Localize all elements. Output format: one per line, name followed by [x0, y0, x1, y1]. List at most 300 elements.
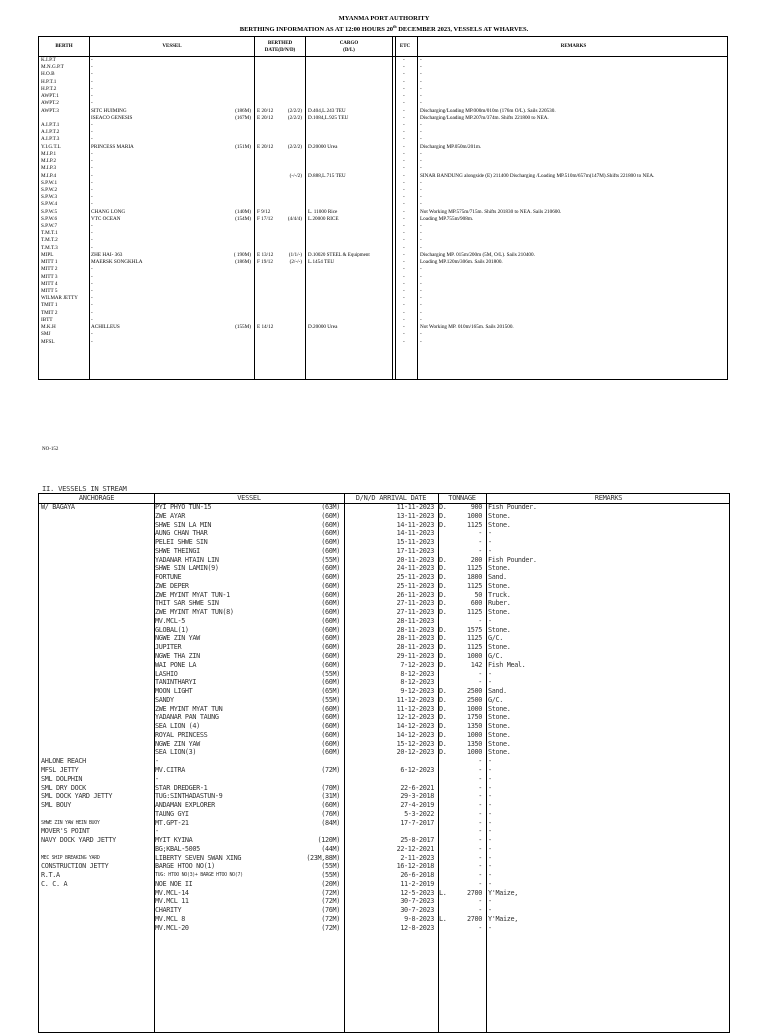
tonnage-cell: 1000 [467, 748, 482, 757]
vessel-cell: NGWE THA ZIN [155, 652, 200, 661]
tonnage-cell: 1125 [467, 520, 482, 529]
etc-cell: - [403, 57, 405, 63]
vessel-cell: ROYAL PRINCESS [155, 730, 208, 739]
table-row [39, 705, 729, 714]
remarks-cell: - [420, 266, 422, 273]
loa-cell: (154M) [235, 215, 251, 222]
vessel-cell: MYIT KYINA [155, 836, 193, 845]
table-row [39, 748, 729, 757]
table-row [39, 245, 727, 252]
table-row [39, 86, 727, 93]
vessel-cell: ZWE DEPER [155, 581, 189, 590]
table-row [39, 230, 727, 237]
dl-cell: D. [439, 555, 447, 564]
vessel-cell: MAERSK SONGKHLA [91, 259, 143, 266]
etc-cell: - [403, 288, 405, 294]
berth-cell: M.I.P.3 [41, 165, 57, 172]
table-row [39, 678, 729, 687]
table-row [39, 100, 727, 107]
etc-cell: - [403, 186, 405, 193]
remarks-cell: - [420, 121, 422, 128]
etc-cell: - [403, 237, 405, 244]
arrival-date-cell: 5-3-2022 [404, 809, 434, 818]
arrival-date-cell: 22-12-2021 [396, 844, 434, 853]
table-row [39, 924, 729, 933]
etc-cell: - [403, 85, 405, 92]
tonnage-cell: 1350 [467, 739, 482, 748]
table-row [39, 696, 729, 705]
remarks-cell: SINAR BANDUNG alongside (E) 211400 Discharging /Loading MP.510m/657m(147M).Shifts 221800 to NEA. [420, 172, 655, 179]
berth-cell: M.I.P.4 [41, 172, 57, 179]
vessel-cell: - [91, 179, 93, 186]
remarks-cell: - [488, 923, 492, 932]
tonnage-cell: 2700 [467, 914, 482, 923]
remarks-cell: - [488, 529, 492, 538]
dl-cell: D. [439, 634, 447, 643]
loa-cell: ( 190M) [233, 251, 251, 258]
berth-cell: A.I.P.T.3 [41, 136, 60, 143]
table-row [39, 617, 729, 626]
vessel-cell: - [91, 136, 93, 143]
tonnage-cell: 1125 [467, 643, 482, 652]
table-row [39, 209, 727, 216]
vessel-cell: STAR DREDGER-1 [155, 783, 208, 792]
table-row [39, 173, 727, 180]
remarks-cell: - [420, 136, 422, 143]
arrival-date-cell: 14-12-2023 [396, 722, 434, 731]
table-row [39, 266, 727, 273]
berth-cell: MITT 4 [41, 280, 58, 287]
remarks-cell: Stone. [488, 748, 511, 757]
cargo-cell: D.20000 Urea [308, 324, 338, 331]
tonnage-cell: - [478, 923, 482, 932]
tonnage-cell: - [478, 809, 482, 818]
remarks-cell: - [488, 862, 492, 871]
loa-cell: (60M) [321, 599, 340, 608]
berth-cell: S.P.W.5 [41, 208, 58, 215]
arrival-date-cell: 26-11-2023 [396, 590, 434, 599]
dnd-cell: (2/2/2) [287, 143, 302, 150]
table-row [39, 906, 729, 915]
loa-cell: (60M) [321, 581, 340, 590]
etc-cell: - [403, 136, 405, 143]
col-berth: BERTH [55, 44, 73, 49]
arrival-date-cell: 25-11-2023 [396, 573, 434, 582]
table-row [39, 93, 727, 100]
table-row [39, 626, 729, 635]
vessel-cell: ISEACO GENESIS [91, 114, 133, 121]
loa-cell: (60M) [321, 730, 340, 739]
etc-cell: - [403, 223, 405, 230]
berth-cell: IBTT [41, 316, 53, 323]
remarks-cell: Stone. [488, 564, 511, 573]
remarks-cell: - [488, 669, 492, 678]
remarks-cell: Fish Pounder. [488, 555, 537, 564]
tonnage-cell: 900 [470, 503, 482, 511]
vessel-cell: - [91, 201, 93, 208]
table-row [39, 854, 729, 863]
dl-cell: D. [439, 643, 447, 652]
dl-cell: D. [439, 573, 447, 582]
remarks-cell: Not Working MP.575m/715m. Shifts 201830 to NEA. Sails 210600. [420, 208, 562, 215]
arrival-date-cell: 15-12-2023 [396, 739, 434, 748]
vessel-cell: - [155, 757, 159, 766]
loa-cell: (23M,88M) [306, 853, 340, 862]
etc-cell: - [403, 165, 405, 172]
tonnage-cell: - [478, 844, 482, 853]
etc-cell: - [403, 107, 405, 114]
loa-cell: (60M) [321, 801, 340, 810]
vessel-cell: - [91, 266, 93, 273]
table-row [39, 165, 727, 172]
berth-cell: MITT 3 [41, 273, 58, 280]
berth-cell: MITT 1 [41, 259, 58, 266]
table-row [39, 792, 729, 801]
vessel-cell: NOE NOE II [155, 879, 193, 888]
remarks-cell: - [488, 783, 492, 792]
vessel-cell: MV.CITRA [155, 765, 185, 774]
tonnage-cell: - [478, 836, 482, 845]
tonnage-cell: - [478, 616, 482, 625]
wharves-rows [39, 57, 727, 346]
loa-cell: (60M) [321, 608, 340, 617]
table-row [39, 862, 729, 871]
berth-cell: M.I.P.1 [41, 150, 57, 157]
vessel-cell: - [91, 129, 93, 136]
remarks-cell: G/C. [488, 695, 503, 704]
tonnage-cell: 1800 [467, 573, 482, 582]
vessel-cell: SHWE THEINGI [155, 546, 200, 555]
etc-cell: - [403, 158, 405, 165]
vessel-cell: - [91, 280, 93, 287]
vessel-cell: ZHE HAI- 363 [91, 251, 123, 258]
vessel-cell: TANINTHARYI [155, 678, 197, 687]
remarks-cell: - [488, 818, 492, 827]
remarks-cell: - [420, 71, 422, 78]
table-row [39, 643, 729, 652]
vessel-cell: ACHILLEUS [91, 324, 120, 331]
tonnage-cell: - [478, 678, 482, 687]
table-row [39, 827, 729, 836]
cargo-cell: D.888,L.715 TEU [308, 172, 346, 179]
arrival-date-cell: 28-11-2023 [396, 625, 434, 634]
remarks-cell: - [420, 186, 422, 193]
berth-cell: H.O.B [41, 71, 55, 78]
berth-cell: AWPT.2 [41, 100, 59, 107]
loa-cell: (60M) [321, 652, 340, 661]
etc-cell: - [403, 324, 405, 331]
table-row [39, 151, 727, 158]
loa-cell: (140M) [235, 208, 251, 215]
remarks-cell: - [488, 853, 492, 862]
vessel-cell: TUG: HTOO NO(3)+ BARGE HTOO NO(7) [155, 872, 243, 879]
berthed-date-cell: E 20/12 [257, 114, 274, 121]
dl-cell: D. [439, 625, 447, 634]
anchorage-cell: CONSTRUCTION JETTY [41, 862, 109, 871]
dl-cell: D. [439, 503, 447, 511]
remarks-cell: - [420, 316, 422, 323]
table-row [39, 740, 729, 749]
table-row [39, 766, 729, 775]
dnd-cell: (1/1/-) [288, 251, 302, 258]
arrival-date-cell: 13-11-2023 [396, 511, 434, 520]
vessel-cell: PRINCESS MARIA [91, 143, 134, 150]
loa-cell: (72M) [321, 914, 340, 923]
remarks-cell: Stone. [488, 608, 511, 617]
vessel-cell: - [91, 64, 93, 71]
arrival-date-cell: 11-11-2023 [396, 503, 434, 511]
arrival-date-cell: 12-12-2023 [396, 713, 434, 722]
arrival-date-cell: 16-12-2018 [396, 862, 434, 871]
etc-cell: - [403, 129, 405, 136]
loa-cell: (55M) [321, 871, 340, 880]
col-stream-remarks: REMARKS [594, 494, 623, 502]
loa-cell: (72M) [321, 888, 340, 897]
arrival-date-cell: 28-11-2023 [396, 634, 434, 643]
berth-cell: SMJ [41, 331, 51, 338]
vessel-cell: SITC HUIMING [91, 107, 127, 114]
dl-cell: D. [439, 511, 447, 520]
tonnage-cell: - [478, 827, 482, 836]
remarks-cell: - [420, 78, 422, 85]
vessel-cell: - [91, 331, 93, 338]
loa-cell: (155M) [235, 324, 251, 331]
table-row [39, 259, 727, 266]
berth-cell: S.P.W.4 [41, 201, 58, 208]
vessel-cell: - [155, 774, 159, 783]
cargo-cell: L. 11000 Rice [308, 208, 338, 215]
arrival-date-cell: 12-8-2023 [400, 923, 434, 932]
table-row [39, 187, 727, 194]
remarks-cell: Discharging MP.050m/201m. [420, 143, 482, 150]
col-stream-vessel: VESSEL [237, 494, 261, 502]
remarks-cell: - [488, 774, 492, 783]
tonnage-cell: - [478, 774, 482, 783]
table-row [39, 670, 729, 679]
remarks-cell: - [488, 836, 492, 845]
tonnage-cell: 200 [470, 555, 482, 564]
remarks-cell: - [488, 757, 492, 766]
vessel-cell: - [91, 57, 93, 63]
arrival-date-cell: 29-3-2018 [400, 792, 434, 801]
loa-cell: (60M) [321, 643, 340, 652]
arrival-date-cell: 8-12-2023 [400, 669, 434, 678]
loa-cell: (186M) [235, 107, 251, 114]
remarks-cell: - [420, 331, 422, 338]
loa-cell: (76M) [321, 809, 340, 818]
berth-cell: TMIT 2 [41, 309, 58, 316]
etc-cell: - [403, 100, 405, 107]
berth-cell: H.P.T.1 [41, 78, 57, 85]
table-row [39, 652, 729, 661]
arrival-date-cell: 17-11-2023 [396, 546, 434, 555]
remarks-cell: Y'Maize, [488, 914, 518, 923]
anchorage-cell: MFSL JETTY [41, 765, 79, 774]
etc-cell: - [403, 230, 405, 237]
loa-cell: (55M) [321, 669, 340, 678]
remarks-cell: - [488, 546, 492, 555]
berth-cell: M.N.G.P.T [41, 64, 64, 71]
etc-cell: - [403, 114, 405, 121]
tonnage-cell: - [478, 538, 482, 547]
table-row [39, 608, 729, 617]
etc-cell: - [403, 302, 405, 309]
remarks-cell: - [488, 678, 492, 687]
vessel-cell: FORTUNE [155, 573, 182, 582]
loa-cell: (60M) [321, 529, 340, 538]
anchorage-cell: MOVER'S POINT [41, 827, 90, 836]
tonnage-cell: - [478, 765, 482, 774]
vessel-cell: ZWE MYINT MYAT TUN-1 [155, 590, 230, 599]
vessel-cell: AUNG CHAN THAR [155, 529, 208, 538]
vessel-cell: JUPITER [155, 643, 182, 652]
berthed-date-cell: F 17/12 [257, 215, 273, 222]
anchorage-cell: R.T.A [41, 871, 60, 880]
vessel-cell: TUG:SINTHADASTUN-9 [155, 792, 223, 801]
table-row [39, 573, 729, 582]
table-row [39, 136, 727, 143]
remarks-cell: Discharging/Loading MP.207m/374m. Shifts 221800 to NEA. [420, 114, 549, 121]
dnd-cell: (-/-/2) [289, 172, 302, 179]
etc-cell: - [403, 194, 405, 201]
arrival-date-cell: 6-12-2023 [400, 765, 434, 774]
vessel-cell: - [91, 309, 93, 316]
loa-cell: (60M) [321, 511, 340, 520]
cargo-cell: L.20000 RICE [308, 215, 339, 222]
tonnage-cell: 142 [470, 660, 482, 669]
table-row [39, 503, 729, 512]
vessel-cell: BARGE HTOO NO(1) [155, 862, 215, 871]
anchorage-cell: C. C. A [41, 879, 68, 888]
remarks-cell: - [420, 244, 422, 251]
loa-cell: (167M) [235, 114, 251, 121]
dl-cell: D. [439, 748, 447, 757]
table-row [39, 713, 729, 722]
loa-cell: (60M) [321, 546, 340, 555]
vessel-cell: MOON LIGHT [155, 687, 193, 696]
remarks-cell: - [420, 280, 422, 287]
page-number: NO-152 [42, 447, 59, 452]
loa-cell: (60M) [321, 678, 340, 687]
loa-cell: (63M) [321, 503, 340, 511]
table-row [39, 216, 727, 223]
table-row [39, 521, 729, 530]
vessel-cell: ZWE MYINT MYAT TUN [155, 704, 223, 713]
etc-cell: - [403, 251, 405, 258]
remarks-cell: - [420, 295, 422, 302]
vessel-cell: GLOBAL(1) [155, 625, 189, 634]
col-anchorage: ANCHORAGE [78, 494, 115, 502]
table-row [39, 274, 727, 281]
arrival-date-cell: 24-11-2023 [396, 564, 434, 573]
vessel-cell: BG;KBAL-5005 [155, 844, 200, 853]
dl-cell: D. [439, 520, 447, 529]
remarks-cell: - [420, 179, 422, 186]
loa-cell: (65M) [321, 687, 340, 696]
arrival-date-cell: 22-6-2021 [400, 783, 434, 792]
dl-cell: D. [439, 687, 447, 696]
vessel-cell: - [91, 186, 93, 193]
table-row [39, 302, 727, 309]
remarks-cell: - [420, 309, 422, 316]
table-row [39, 722, 729, 731]
remarks-cell: - [420, 57, 422, 63]
remarks-cell: - [488, 871, 492, 880]
remarks-cell: - [420, 302, 422, 309]
etc-cell: - [403, 331, 405, 338]
vessel-cell: - [91, 316, 93, 323]
vessel-cell: - [91, 100, 93, 107]
tonnage-cell: - [478, 862, 482, 871]
remarks-cell: Loading MP.755m/908m. [420, 215, 474, 222]
arrival-date-cell: 7-12-2023 [400, 660, 434, 669]
etc-cell: - [403, 93, 405, 100]
etc-cell: - [403, 266, 405, 273]
table-row [39, 889, 729, 898]
tonnage-cell: 2500 [467, 695, 482, 704]
remarks-cell: - [420, 230, 422, 237]
berthed-date-cell: F 9/12 [257, 208, 271, 215]
vessel-cell: PELEI SHWE SIN [155, 538, 208, 547]
vessel-cell: MV.MCL-20 [155, 923, 189, 932]
vessel-cell: - [155, 827, 159, 836]
dl-cell: D. [439, 660, 447, 669]
wharves-table-header [39, 37, 727, 57]
loa-cell: (55M) [321, 695, 340, 704]
remarks-cell: - [420, 338, 422, 345]
vessel-cell: - [91, 295, 93, 302]
dl-cell: D. [439, 739, 447, 748]
etc-cell: - [403, 179, 405, 186]
etc-cell: - [403, 64, 405, 71]
table-row [39, 324, 727, 331]
etc-cell: - [403, 172, 405, 179]
berth-cell: M.I.P.2 [41, 158, 57, 165]
etc-cell: - [403, 295, 405, 302]
vessel-cell: ZWE AYAR [155, 511, 185, 520]
anchorage-cell: AHLONE REACH [41, 757, 86, 766]
vessel-cell: MT.GPT-21 [155, 818, 189, 827]
tonnage-cell: - [478, 871, 482, 880]
table-row [39, 871, 729, 880]
vessel-cell: LIBERTY SEVEN SWAN XING [155, 853, 242, 862]
vessel-cell: - [91, 78, 93, 85]
loa-cell: (60M) [321, 748, 340, 757]
remarks-cell: Stone. [488, 713, 511, 722]
tonnage-cell: - [478, 546, 482, 555]
vessel-cell: MV.MCL 11 [155, 897, 189, 906]
tonnage-cell: 2700 [467, 888, 482, 897]
table-row [39, 512, 729, 521]
remarks-cell: Stone. [488, 581, 511, 590]
tonnage-cell: - [478, 792, 482, 801]
etc-cell: - [403, 244, 405, 251]
vessel-cell: NGWE ZIN YAW [155, 739, 200, 748]
vessel-cell: VTC OCEAN [91, 215, 121, 222]
tonnage-cell: - [478, 669, 482, 678]
table-row [39, 317, 727, 324]
vessel-cell: - [91, 121, 93, 128]
remarks-cell: - [420, 150, 422, 157]
stream-rows [39, 503, 729, 933]
berth-cell: MIPL [41, 251, 54, 258]
loa-cell: (44M) [321, 844, 340, 853]
arrival-date-cell: 11-12-2023 [396, 704, 434, 713]
table-row [39, 757, 729, 766]
cargo-cell: D.1084,L.925 TEU [308, 114, 349, 121]
remarks-cell: Sand. [488, 687, 507, 696]
remarks-cell: Stone. [488, 520, 511, 529]
